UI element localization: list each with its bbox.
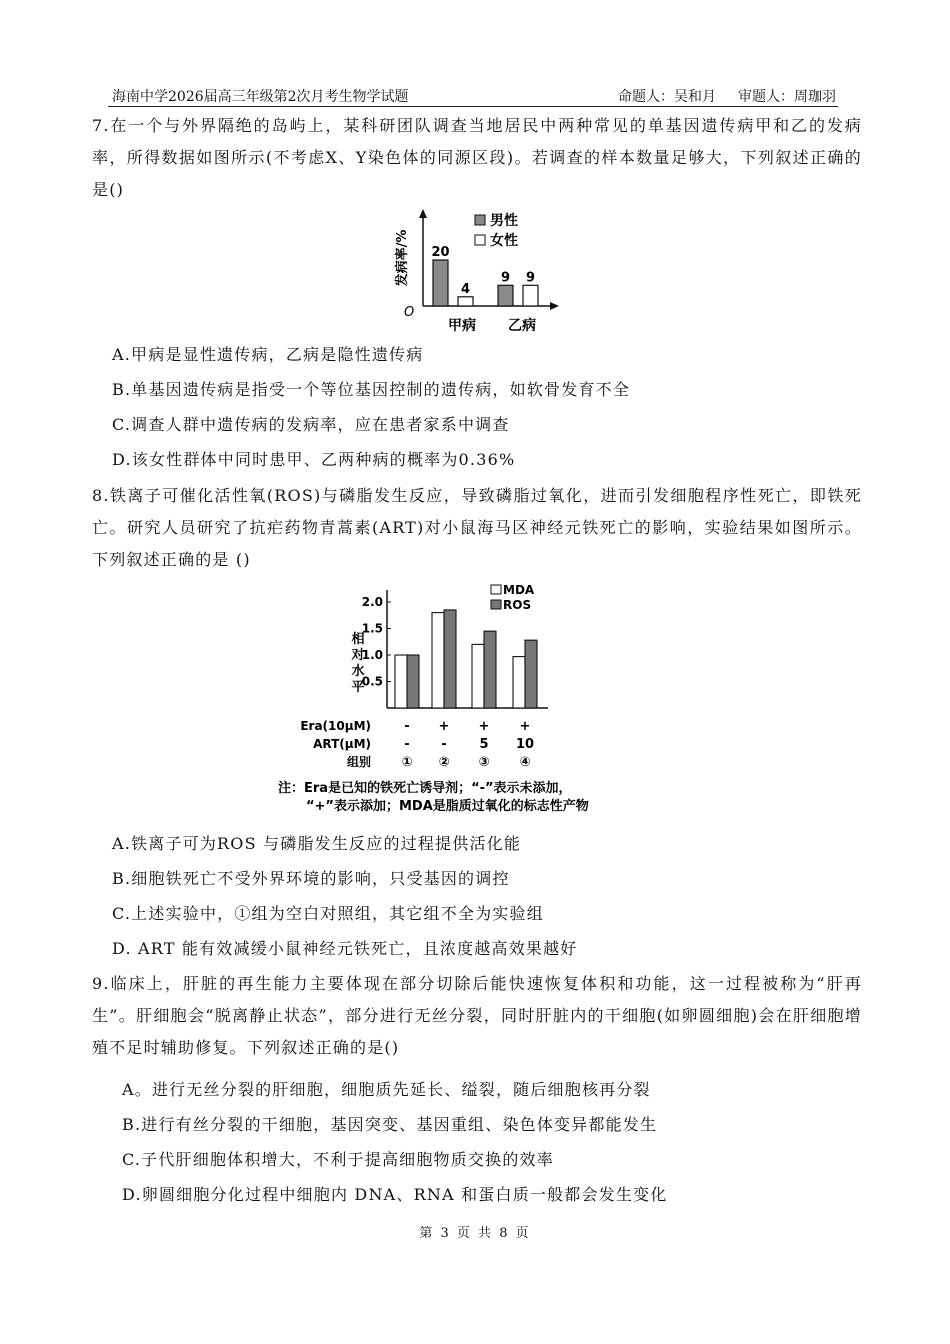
- bar-男性-乙病: [498, 285, 513, 306]
- y-tick-label: 1.5: [361, 621, 383, 636]
- q8-option-b: B.细胞铁死亡不受外界环境的影响，只受基因的调控: [112, 869, 510, 888]
- data-label: 4: [460, 281, 471, 297]
- q7-option-d: D.该女性群体中同时患甲、乙两种病的概率为0.36%: [112, 450, 516, 469]
- row-value: -: [441, 737, 447, 752]
- row-label: 组别: [346, 755, 371, 769]
- page-header: [108, 84, 838, 107]
- row-value: -: [404, 719, 410, 734]
- bar-女性-甲病: [458, 297, 473, 306]
- exam-title: 海南中学2026届高三年级第2次月考生物学试题: [112, 89, 409, 105]
- row-value: ③: [478, 755, 490, 770]
- row-value: -: [404, 737, 410, 752]
- y-axis-label-char: 平: [351, 680, 365, 695]
- bar-ROS-group1: [407, 655, 419, 708]
- data-label: 20: [431, 245, 450, 260]
- bar-MDA-group2: [432, 613, 444, 708]
- data-label: 9: [525, 270, 536, 286]
- q7-option-a: A.甲病是显性遗传病，乙病是隐性遗传病: [112, 345, 424, 364]
- legend-label-ros: ROS: [503, 598, 532, 612]
- bar-MDA-group1: [395, 655, 407, 708]
- q8-option-a: A.铁离子可为ROS 与磷脂发生反应的过程提供活化能: [112, 834, 522, 853]
- y-axis-label-char: 相: [351, 632, 365, 647]
- header-credits: [596, 86, 836, 106]
- bar-MDA-group3: [472, 644, 484, 708]
- row-value: ④: [519, 755, 531, 770]
- q8-option-c: C.上述实验中，①组为空白对照组，其它组不全为实验组: [112, 904, 544, 923]
- row-value: 5: [479, 737, 489, 752]
- row-value: ②: [438, 755, 450, 770]
- origin-label: O: [404, 305, 415, 320]
- y-axis-label-char: 水: [351, 664, 365, 679]
- row-value: ①: [401, 755, 413, 770]
- bar-ROS-group2: [444, 610, 456, 708]
- y-tick-label: 2.0: [361, 595, 383, 609]
- row-value: +: [438, 719, 450, 734]
- row-value: 10: [515, 737, 535, 752]
- bar-MDA-group4: [513, 657, 525, 708]
- chart-q8: [270, 580, 690, 820]
- x-axis-arrow: [550, 302, 559, 310]
- category-label: 乙病: [508, 318, 536, 334]
- question-8-stem: 8.铁离子可催化活性氧(ROS)与磷脂发生反应，导致磷脂过氧化，进而引发细胞程序性死亡，即铁死亡。研究人员研究了抗疟药物青蒿素(ART)对小鼠海马区神经元铁死亡的影响，实验结果如图所示。下列叙述正确的是 (): [92, 486, 862, 569]
- row-label: ART(μM): [313, 737, 371, 751]
- chart-note-line1: 注：Era是已知的铁死亡诱导剂；“-”表示未添加，: [278, 781, 572, 796]
- q8-option-d: D. ART 能有效减缓小鼠神经元铁死亡，且浓度越高效果越好: [112, 939, 578, 958]
- chart-note-line2: “+”表示添加；MDA是脂质过氧化的标志性产物: [306, 799, 589, 814]
- legend-swatch-ros: [491, 600, 501, 609]
- bar-ROS-group3: [484, 631, 496, 708]
- legend-swatch-female: [475, 235, 485, 245]
- y-axis-arrow: [419, 209, 427, 218]
- y-tick-label: 0.5: [361, 674, 383, 689]
- data-label: 9: [500, 270, 511, 286]
- q7-option-c: C.调查人群中遗传病的发病率，应在患者家系中调查: [112, 415, 510, 434]
- q9-option-b: B.进行有丝分裂的干细胞，基因突变、基因重组、染色体变异都能发生: [122, 1115, 658, 1134]
- chart-q7: [390, 206, 580, 336]
- legend-label-female: 女性: [490, 233, 518, 249]
- q9-option-c: C.子代肝细胞体积增大，不利于提高细胞物质交换的效率: [122, 1150, 554, 1169]
- category-label: 甲病: [448, 318, 476, 334]
- legend-swatch-male: [475, 215, 485, 225]
- bar-男性-甲病: [433, 260, 448, 306]
- row-value: +: [519, 719, 531, 734]
- question-7-stem: 7.在一个与外界隔绝的岛屿上，某科研团队调查当地居民中两种常见的单基因遗传病甲和乙的发病率，所得数据如图所示(不考虑X、Y染色体的同源区段)。若调查的样本数量足够大，下列叙述正确的是(): [92, 116, 862, 199]
- reviewer: 审题人：周珈羽: [738, 89, 836, 105]
- legend-swatch-mda: [491, 585, 501, 594]
- legend-label-male: 男性: [490, 213, 518, 229]
- q7-option-b: B.单基因遗传病是指受一个等位基因控制的遗传病，如软骨发育不全: [112, 380, 631, 399]
- row-label: Era(10μM): [300, 719, 371, 733]
- y-axis-label-char: 对: [351, 648, 365, 663]
- legend-label-mda: MDA: [503, 583, 535, 597]
- author: 命题人：吴和月: [618, 89, 716, 105]
- y-axis-label: 发病率/%: [395, 229, 410, 287]
- row-value: +: [478, 719, 490, 734]
- q9-option-a: A。进行无丝分裂的肝细胞，细胞质先延长、缢裂，随后细胞核再分裂: [122, 1080, 651, 1099]
- q9-option-d: D.卵圆细胞分化过程中细胞内 DNA、RNA 和蛋白质一般都会发生变化: [122, 1185, 668, 1204]
- bar-女性-乙病: [523, 285, 538, 306]
- page-footer: 第 3 页 共 8 页: [419, 1226, 531, 1241]
- bar-ROS-group4: [525, 640, 537, 708]
- y-tick-label: 1.0: [361, 648, 383, 662]
- question-9-stem: 9.临床上，肝脏的再生能力主要体现在部分切除后能快速恢复体积和功能，这一过程被称为“肝再生”。肝细胞会“脱离静止状态”，部分进行无丝分裂，同时肝脏内的干细胞(如卵圆细胞)会在肝细胞增殖不足时辅助修复。下列叙述正确的是(): [92, 974, 862, 1057]
